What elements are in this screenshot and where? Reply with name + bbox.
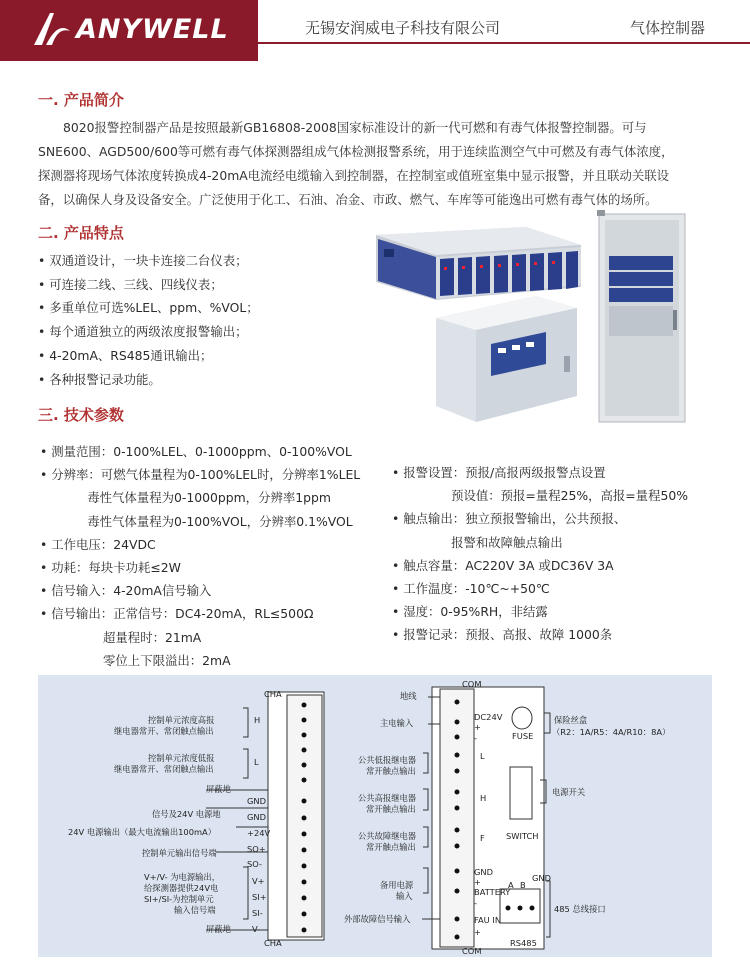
intro-paragraph	[38, 116, 714, 212]
pin-label: F	[480, 833, 485, 843]
wall-controller-image	[436, 296, 577, 422]
pin-label: H	[480, 793, 487, 803]
diagram-label: 控制单元浓度低报	[148, 753, 215, 763]
intro-line: 备，以确保人身及设备安全。广泛使用于化工、石油、冶金、市政、燃气、车库等可能逸出可燃有毒气体的场所。	[38, 192, 658, 207]
pin-label: -	[474, 898, 477, 908]
diagram-label: 控制单元浓度高报	[148, 715, 215, 725]
diagram-label: 输入信号端	[174, 905, 216, 915]
brand-logo	[0, 0, 258, 61]
rs485-pin-label: A	[508, 880, 514, 890]
rs485-pin-label: GND	[532, 873, 552, 883]
cha-top-label: CHA	[264, 689, 282, 699]
diagram-label: 常开触点输出	[366, 766, 416, 776]
diagram-label: 屏蔽地	[206, 924, 231, 934]
specs-left: • 测量范围：0-100%LEL、0-1000ppm、0-100%VOL • 分辨率：可燃气体量程为0-100%LEL时，分辨率1%LEL 毒性气体量程为0-1000ppm，分辨率1ppm 毒性气体量程为0-100%VOL，分辨率0.1%VOL • 工作电压：24VDC • 功耗：每块卡功耗≤2W • 信号输入：4-20mA信号输入 • 信号输出：正常信号：DC4-20mA，RL≤500Ω 超量程时：21mA 零位上下限溢出：2mA	[40, 444, 361, 668]
diagram-label: 地线	[400, 691, 417, 701]
switch-label: SWITCH	[506, 831, 539, 841]
pin-label: H	[254, 715, 261, 725]
diagram-label: 常开触点输出	[366, 804, 416, 814]
diagram-label: 继电器常开、常闭触点输出	[114, 726, 214, 736]
diagram-label: SI+/SI-为控制单元	[144, 894, 214, 904]
diagram-label: 输入	[396, 891, 413, 901]
diagram-label: 屏蔽地	[206, 784, 231, 794]
rs485-label: RS485	[510, 938, 537, 948]
brand-name: ANYWELL	[76, 14, 229, 45]
diagram-label: 信号及24V 电源地	[152, 809, 221, 819]
list-item: • 每个通道独立的两级浓度报警输出；	[38, 320, 259, 344]
section-specs-title: 三. 技术参数	[38, 406, 124, 424]
pin-label: SO+	[247, 844, 266, 854]
features-list	[38, 249, 259, 391]
pin-label: -	[474, 733, 477, 743]
pin-label: SI-	[252, 908, 263, 918]
pin-label: DC24V	[474, 712, 503, 722]
section-features-title: 二. 产品特点	[38, 224, 124, 242]
diagram-label: 公共高报继电器	[358, 793, 417, 803]
pin-label: SI+	[252, 892, 267, 902]
product-category: 气体控制器	[630, 19, 706, 37]
power-switch-label: 电源开关	[552, 787, 586, 797]
list-item: • 双通道设计，一块卡连接二台仪表；	[38, 249, 259, 273]
specs-right: • 报警设置：预报/高报两级报警点设置 预设值：预报=量程25%，高报=量程50% • 触点输出：独立预报警输出，公共预报、 报警和故障触点输出 • 触点容量：AC220V 3A 或DC36V 3A • 工作温度：-10℃~+50℃ • 湿度：0-95%RH，非结露 • 报警记录：预报、高报、故障 1000条	[392, 465, 689, 643]
pin-label: GND	[474, 867, 494, 877]
list-item: • 多重单位可选%LEL、ppm、%VOL；	[38, 296, 259, 320]
pin-label: V-	[252, 924, 261, 934]
diagram-label: 给探测器提供24V电	[144, 883, 219, 893]
list-item: • 各种报警记录功能。	[38, 368, 259, 392]
diagram-label: V+/V- 为电源输出，	[144, 872, 221, 882]
pin-label: L	[480, 751, 485, 761]
rack-controller-image	[376, 227, 581, 300]
fuse-label: FUSE	[512, 731, 534, 741]
rs485-bus-label: 485 总线接口	[554, 904, 606, 914]
diagram-label: 常开触点输出	[366, 842, 416, 852]
pin-label: GND	[247, 796, 267, 806]
company-name: 无锡安润威电子科技有限公司	[305, 19, 501, 37]
diagram-label: 继电器常开、常闭触点输出	[114, 764, 214, 774]
wiring-diagram	[38, 675, 712, 957]
pin-label: GND	[247, 812, 267, 822]
diagram-label: 备用电源	[380, 880, 414, 890]
diagram-label: 24V 电源输出（最大电流输出100mA）	[68, 827, 217, 837]
diagram-label: 公共低报继电器	[358, 755, 417, 765]
cha-bottom-label: CHA	[264, 938, 282, 948]
pin-label: +24V	[247, 828, 271, 838]
com-bottom-label: COM	[462, 946, 482, 956]
pin-label: +	[474, 877, 481, 887]
fuse-box-label: 保险丝盒	[554, 715, 588, 725]
pin-label: SO-	[247, 859, 263, 869]
pin-label: +	[474, 927, 481, 937]
fuse-spec-label: （R2：1A/R5：4A/R10：8A）	[552, 727, 671, 737]
diagram-label: 外部故障信号输入	[344, 914, 411, 924]
pin-label: V+	[252, 876, 265, 886]
pin-label: L	[254, 757, 259, 767]
header	[0, 0, 750, 61]
intro-line: 探测器将现场气体浓度转换成4-20mA电流经电缆输入到控制器，在控制室或值班室集中显示报警，并且联动关联设	[38, 168, 670, 183]
diagram-label: 主电输入	[380, 718, 414, 728]
diagram-label: 公共故障继电器	[358, 831, 417, 841]
pin-label: BATTERY	[474, 887, 511, 897]
com-top-label: COM	[462, 679, 482, 689]
diagram-label: 控制单元输出信号端	[142, 848, 217, 858]
cabinet-image	[597, 210, 690, 424]
header-rule	[258, 42, 750, 44]
intro-line: 8020报警控制器产品是按照最新GB16808-2008国家标准设计的新一代可燃和有毒气体报警控制器。可与	[63, 120, 647, 135]
rs485-pin-label: B	[520, 880, 526, 890]
intro-line: SNE600、AGD500/600等可燃有毒气体探测器组成气体检测报警系统，用于连续监测空气中可燃及有毒气体浓度，	[38, 144, 674, 159]
pin-label: +	[474, 722, 481, 732]
section-intro-title: 一. 产品简介	[38, 91, 124, 109]
list-item: • 4-20mA、RS485通讯输出；	[38, 344, 259, 368]
list-item: • 可连接二线、三线、四线仪表；	[38, 273, 259, 297]
pin-label: FAU IN	[474, 915, 502, 925]
logo-mark-icon	[32, 11, 72, 47]
